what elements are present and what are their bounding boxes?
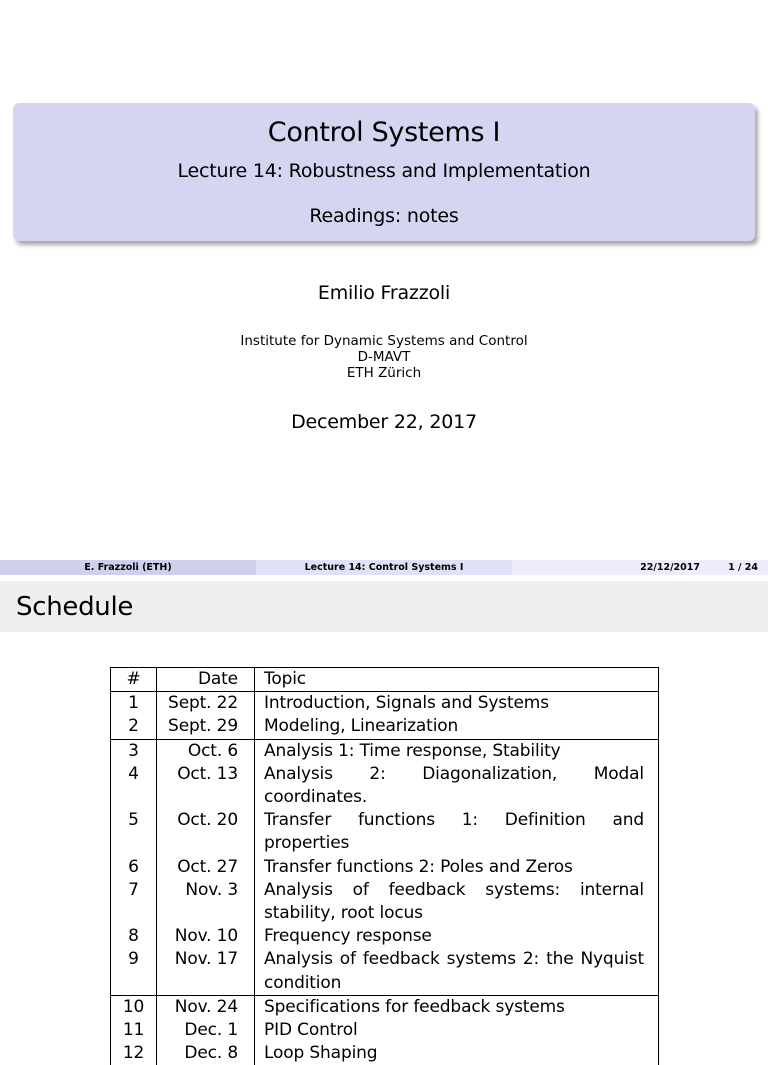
row-date: Sept. 22: [157, 692, 255, 716]
schedule-table: [110, 667, 659, 1065]
table-row: [111, 809, 659, 855]
readings-note: Readings: notes: [309, 205, 459, 227]
column-header-number: #: [111, 668, 157, 692]
row-topic: PID Control: [255, 1019, 659, 1042]
table-header-row: [111, 668, 659, 692]
footer-lecture: Lecture 14: Control Systems I: [256, 560, 512, 575]
row-topic: Analysis 2: Diagonalization, Modal coordinates.: [255, 763, 659, 809]
footer-author: E. Frazzoli (ETH): [0, 560, 256, 575]
row-number: 5: [111, 809, 157, 855]
row-topic: Frequency response: [255, 925, 659, 948]
row-topic: Analysis of feedback systems: internal stability, root locus: [255, 879, 659, 925]
table-row: [111, 856, 659, 879]
row-date: Dec. 8: [157, 1042, 255, 1065]
row-topic: Modeling, Linearization: [255, 715, 659, 739]
row-topic: Transfer functions 1: Definition and properties: [255, 809, 659, 855]
institute-line: Institute for Dynamic Systems and Control: [240, 333, 528, 349]
row-topic: Specifications for feedback systems: [255, 995, 659, 1019]
row-number: 7: [111, 879, 157, 925]
row-number: 10: [111, 995, 157, 1019]
footer-right: [512, 560, 768, 575]
row-number: 9: [111, 948, 157, 995]
slide-footer: [0, 560, 768, 575]
institute-line: D-MAVT: [357, 349, 411, 365]
frame-title: Schedule: [0, 581, 768, 632]
title-box: [13, 103, 755, 241]
schedule-slide: [0, 575, 768, 1064]
footer-page-number: 1 / 24: [728, 562, 758, 573]
row-date: Nov. 24: [157, 995, 255, 1019]
row-topic: Analysis 1: Time response, Stability: [255, 739, 659, 763]
presentation-date: December 22, 2017: [291, 411, 477, 433]
table-row: [111, 1019, 659, 1042]
table-row: [111, 763, 659, 809]
row-number: 8: [111, 925, 157, 948]
row-date: Oct. 27: [157, 856, 255, 879]
table-row: [111, 948, 659, 995]
row-number: 6: [111, 856, 157, 879]
row-date: Oct. 6: [157, 739, 255, 763]
presentation-subtitle: Lecture 14: Robustness and Implementation: [177, 160, 591, 182]
column-header-topic: Topic: [255, 668, 659, 692]
row-number: 12: [111, 1042, 157, 1065]
table-row: [111, 995, 659, 1019]
table-row: [111, 879, 659, 925]
row-date: Dec. 1: [157, 1019, 255, 1042]
table-row: [111, 739, 659, 763]
institute-line: ETH Zürich: [346, 365, 422, 381]
presentation-title: Control Systems I: [267, 117, 501, 148]
row-number: 2: [111, 715, 157, 739]
row-date: Oct. 13: [157, 763, 255, 809]
row-number: 1: [111, 692, 157, 716]
row-topic: Loop Shaping: [255, 1042, 659, 1065]
row-topic: Analysis of feedback systems 2: the Nyquist condition: [255, 948, 659, 995]
table-row: [111, 925, 659, 948]
row-topic: Introduction, Signals and Systems: [255, 692, 659, 716]
row-number: 11: [111, 1019, 157, 1042]
row-date: Oct. 20: [157, 809, 255, 855]
row-date: Nov. 3: [157, 879, 255, 925]
row-date: Sept. 29: [157, 715, 255, 739]
author-name: Emilio Frazzoli: [317, 282, 451, 304]
row-date: Nov. 17: [157, 948, 255, 995]
row-number: 3: [111, 739, 157, 763]
institute-block: [0, 333, 768, 381]
row-number: 4: [111, 763, 157, 809]
table-row: [111, 1042, 659, 1065]
table-row: [111, 692, 659, 716]
row-topic: Transfer functions 2: Poles and Zeros: [255, 856, 659, 879]
footer-date: 22/12/2017: [640, 562, 700, 573]
column-header-date: Date: [157, 668, 255, 692]
table-row: [111, 715, 659, 739]
row-date: Nov. 10: [157, 925, 255, 948]
